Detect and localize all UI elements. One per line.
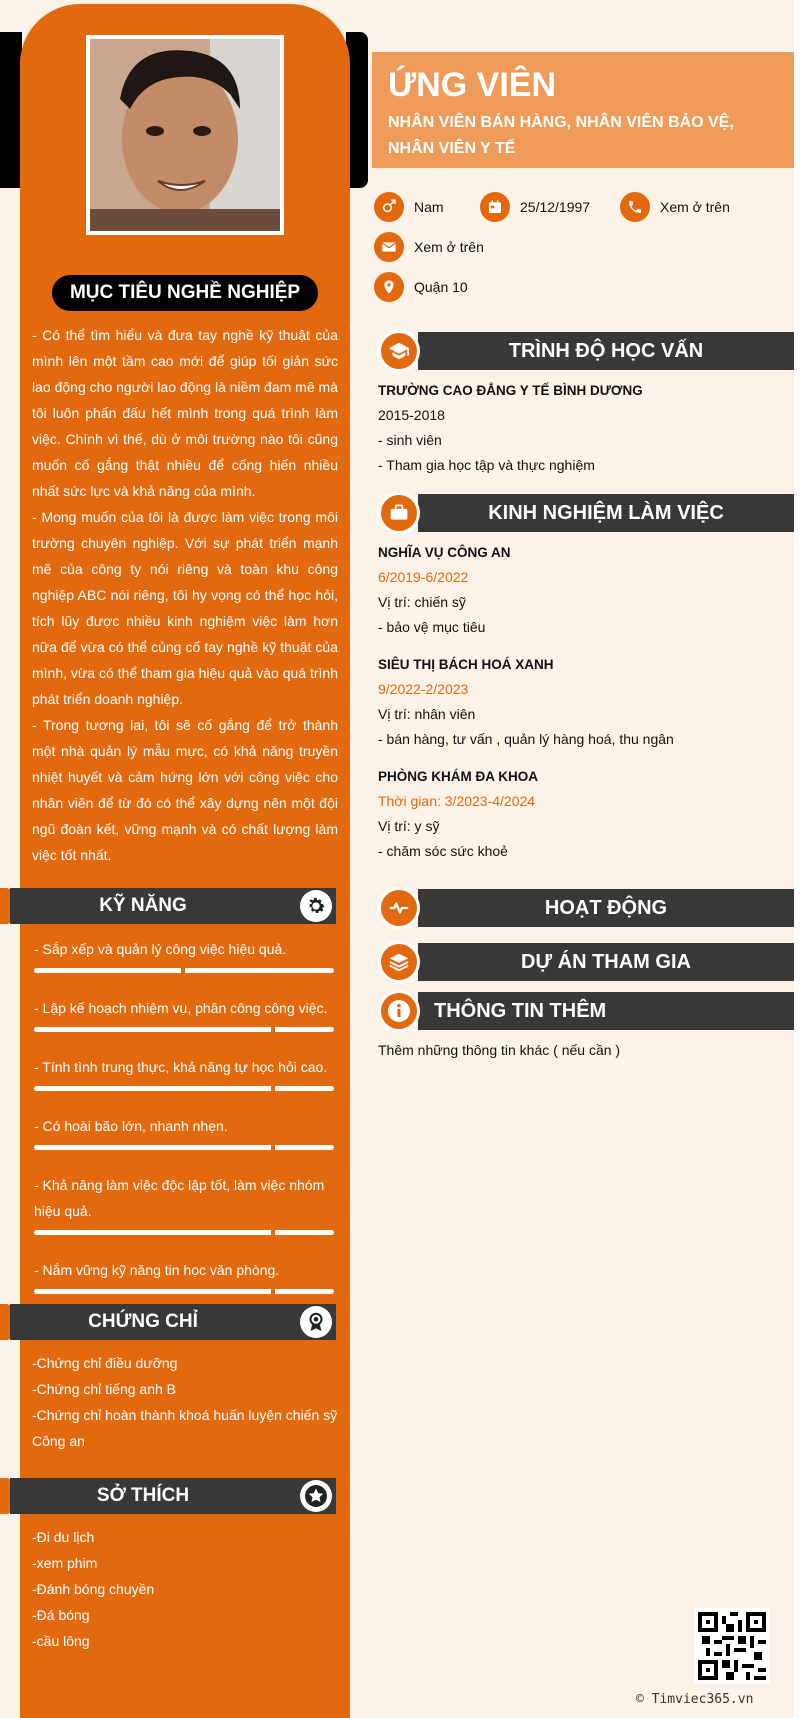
award-icon	[300, 1306, 332, 1338]
job-item	[378, 540, 788, 640]
job-item	[378, 652, 788, 752]
decor-bar-left	[0, 32, 22, 188]
projects-header	[378, 943, 794, 981]
skill-bar	[34, 1230, 334, 1235]
skill-item	[34, 995, 334, 1032]
star-icon	[300, 1480, 332, 1512]
objective-title: MỤC TIÊU NGHỀ NGHIỆP	[52, 275, 318, 311]
address-value: Quận 10	[414, 279, 468, 295]
job-role: Vị trí: nhân viên	[378, 706, 476, 722]
extra-text: Thêm những thông tin khác ( nếu cần )	[378, 1042, 621, 1058]
extra-content	[378, 1038, 788, 1063]
skill-level-marker	[271, 1227, 275, 1238]
phone-value: Xem ở trên	[660, 199, 730, 215]
birthday-row	[480, 192, 590, 222]
skill-level-marker	[271, 1142, 275, 1153]
skill-level-marker	[271, 1083, 275, 1094]
job-desc: - bán hàng, tư vấn , quản lý hàng hoá, thu ngân	[378, 731, 674, 747]
skill-level-marker	[181, 965, 185, 976]
skill-label: - Nắm vững kỹ năng tin học văn phòng.	[34, 1262, 280, 1278]
skill-label: - Lập kế hoạch nhiệm vụ, phân công công việc.	[34, 1000, 328, 1016]
education-header	[378, 332, 794, 370]
job-date: Thời gian: 3/2023-4/2024	[378, 793, 536, 809]
candidate-name: ỨNG VIÊN	[388, 66, 557, 104]
projects-title: DỰ ÁN THAM GIA	[418, 943, 794, 981]
skill-label: - Khả năng làm việc độc lập tốt, làm việc nhóm hiệu quả.	[34, 1177, 325, 1219]
briefcase-icon	[378, 492, 420, 534]
calendar-icon	[480, 192, 510, 222]
experience-header	[378, 494, 794, 532]
gender-value: Nam	[414, 199, 444, 215]
skill-label: - Sắp xếp và quản lý công việc hiệu quả.	[34, 941, 287, 957]
job-desc: - bảo vệ mục tiêu	[378, 619, 486, 635]
education-desc: - Tham gia học tập và thực nghiệm	[378, 457, 595, 473]
education-major: - sinh viên	[378, 432, 442, 448]
skill-item	[34, 1113, 334, 1150]
graduation-cap-icon	[378, 330, 420, 372]
job-date: 6/2019-6/2022	[378, 569, 469, 585]
job-role: Vị trí: chiến sỹ	[378, 594, 466, 610]
skills-list	[34, 936, 334, 1316]
cert-item: -Chứng chỉ điều dưỡng	[32, 1355, 178, 1371]
extra-header	[378, 992, 794, 1030]
education-content	[378, 378, 788, 478]
cert-item: -Chứng chỉ tiếng anh B	[32, 1381, 177, 1397]
email-row	[374, 232, 484, 262]
skill-bar	[34, 1289, 334, 1294]
skill-item	[34, 1257, 334, 1294]
email-value: Xem ở trên	[414, 239, 484, 255]
experience-content	[378, 540, 788, 876]
address-row	[374, 272, 468, 302]
objective-paragraph: - Trong tương lai, tôi sẽ cố gắng để trở thành một nhà quản lý mẫu mực, có khả năng truyền nhiệt huyết và cảm hứng lớn với công việc cho nhân viên để từ đó có thể xây dựng nên một đội ngũ đoàn kết, vững mạnh và có chất lượng làm việc tốt nhất.	[32, 717, 338, 863]
skill-level-marker	[271, 1024, 275, 1035]
hobbies-title: SỞ THÍCH	[96, 1485, 190, 1506]
hobbies-header	[10, 1478, 336, 1514]
gender-icon	[374, 192, 404, 222]
activities-header	[378, 889, 794, 927]
skill-bar	[34, 1145, 334, 1150]
hobby-item: -Đánh bóng chuyền	[32, 1581, 155, 1597]
skills-title: KỸ NĂNG	[99, 895, 187, 916]
skill-label: - Có hoài bão lớn, nhanh nhẹn.	[34, 1118, 228, 1134]
mail-icon	[374, 232, 404, 262]
phone-row	[620, 192, 730, 222]
skill-item	[34, 1172, 334, 1235]
candidate-position: NHÂN VIÊN BÁN HÀNG, NHÂN VIÊN BẢO VỆ, NHÂN VIÊN Y TẾ	[388, 114, 734, 157]
skill-bar	[34, 1027, 334, 1032]
education-years: 2015-2018	[378, 407, 445, 423]
birthday-value: 25/12/1997	[520, 199, 591, 215]
avatar	[86, 35, 284, 235]
job-company: NGHĨA VỤ CÔNG AN	[378, 545, 511, 560]
skill-bar	[34, 1086, 334, 1091]
info-icon	[378, 990, 420, 1032]
cert-item: -Chứng chỉ hoàn thành khoá huấn luyện chiến sỹ Công an	[32, 1407, 338, 1449]
certs-header	[10, 1304, 336, 1340]
skill-level-marker	[271, 1286, 275, 1297]
copyright: © Timviec365.vn	[636, 1692, 754, 1707]
header	[372, 52, 794, 168]
job-role: Vị trí: y sỹ	[378, 818, 440, 834]
job-company: PHÒNG KHÁM ĐA KHOA	[378, 769, 538, 784]
education-title: TRÌNH ĐỘ HỌC VẤN	[418, 332, 794, 370]
objective-paragraph: - Mong muốn của tôi là được làm việc trong môi trường chuyên nghiệp. Với sự phát triển mạnh mẽ của công ty nói riêng và toàn khu công nghiệp ABC nói riêng, tôi hy vọng có thể học hỏi, tích lũy được nhiều kinh nghiệm việc làm hơn nữa để vừa có thể củng cố tay nghề kỹ thuật của mình, vừa có thể tham gia hiệu quả vào quá trình phát triển doanh nghiệp.	[32, 509, 338, 707]
experience-title: KINH NGHIỆM LÀM VIỆC	[418, 494, 794, 532]
hobby-item: -Đi du lịch	[32, 1529, 95, 1545]
job-company: SIÊU THỊ BÁCH HOÁ XANH	[378, 657, 554, 672]
extra-title: THÔNG TIN THÊM	[418, 992, 794, 1030]
certs-list	[32, 1350, 338, 1454]
certs-title: CHỨNG CHỈ	[88, 1311, 198, 1332]
skills-header	[10, 888, 336, 924]
gender-row	[374, 192, 444, 222]
skill-label: - Tính tình trung thực, khả năng tự học hỏi cao.	[34, 1059, 328, 1075]
school-name: TRƯỜNG CAO ĐẲNG Y TẾ BÌNH DƯƠNG	[378, 383, 643, 398]
activities-title: HOẠT ĐỘNG	[418, 889, 794, 927]
layers-icon	[378, 941, 420, 983]
job-desc: - chăm sóc sức khoẻ	[378, 843, 508, 859]
qr-code	[694, 1608, 770, 1684]
job-item	[378, 764, 788, 864]
hobby-item: -cầu lông	[32, 1633, 90, 1649]
hobby-item: -xem phim	[32, 1555, 98, 1571]
objective-text	[32, 322, 338, 868]
skill-item	[34, 1054, 334, 1091]
skill-item	[34, 936, 334, 973]
gear-icon	[300, 890, 332, 922]
location-icon	[374, 272, 404, 302]
skill-bar	[34, 968, 334, 973]
pulse-icon	[378, 887, 420, 929]
objective-paragraph: - Có thể tìm hiểu và đưa tay nghề kỹ thuật của mình lên một tầm cao mới để giúp tối giản sức lao động cho người lao động là niềm đam mê mà tôi luôn phấn đấu hết mình trong quá trình làm việc. Chính vì thế, dù ở môi trường nào tôi cũng muốn cố gắng thật nhiều để cống hiến nhiều nhất sức lực và khả năng của mình.	[32, 327, 338, 499]
phone-icon	[620, 192, 650, 222]
job-date: 9/2022-2/2023	[378, 681, 469, 697]
hobbies-list	[32, 1524, 338, 1654]
hobby-item: -Đá bóng	[32, 1607, 90, 1623]
